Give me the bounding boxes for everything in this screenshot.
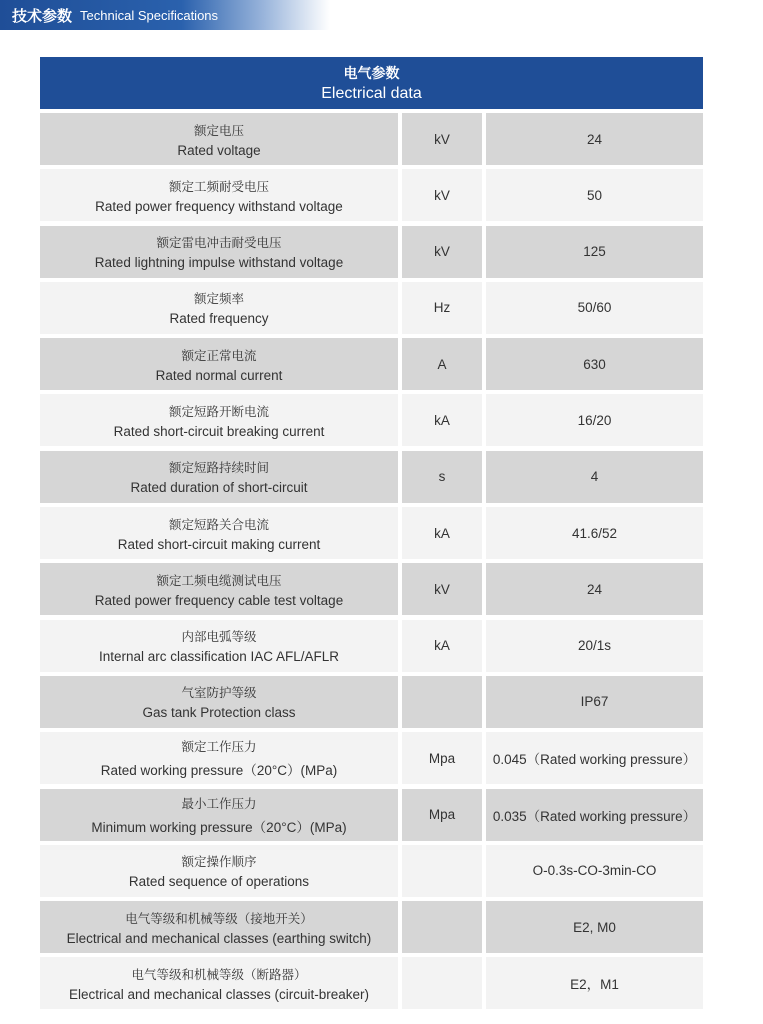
unit-cell: kA <box>402 507 482 559</box>
parameter-cell <box>40 957 398 1009</box>
unit-cell: kA <box>402 620 482 672</box>
parameter-name-zh: 电气等级和机械等级（接地开关） <box>125 910 313 926</box>
table-row <box>40 789 703 841</box>
parameter-name-en: Electrical and mechanical classes (earthing switch) <box>66 930 372 946</box>
parameter-cell <box>40 620 398 672</box>
value-cell: O-0.3s-CO-3min-CO <box>486 845 703 897</box>
parameter-name-zh: 额定工频电缆测试电压 <box>156 572 282 588</box>
value-cell: 16/20 <box>486 394 703 446</box>
value-cell: 20/1s <box>486 620 703 672</box>
value-cell: 4 <box>486 451 703 503</box>
table-body <box>40 113 703 1009</box>
table-heading-en: Electrical data <box>321 85 422 102</box>
unit-cell: A <box>402 338 482 390</box>
parameter-cell <box>40 507 398 559</box>
value-cell: IP67 <box>486 676 703 728</box>
value-cell: 125 <box>486 226 703 278</box>
value-cell: 41.6/52 <box>486 507 703 559</box>
parameter-name-zh: 额定工频耐受电压 <box>168 178 269 194</box>
parameter-name-zh: 最小工作压力 <box>181 795 257 811</box>
parameter-name-en: Rated normal current <box>155 367 283 383</box>
parameter-name-en: Rated frequency <box>169 311 269 327</box>
table-row <box>40 394 703 446</box>
parameter-cell <box>40 676 398 728</box>
parameter-name-zh: 额定短路持续时间 <box>168 460 269 476</box>
unit-cell: kA <box>402 394 482 446</box>
unit-cell <box>402 676 482 728</box>
parameter-cell <box>40 282 398 334</box>
table-row <box>40 113 703 165</box>
table-row <box>40 226 703 278</box>
value-cell: 50 <box>486 169 703 221</box>
parameter-name-en: Minimum working pressure（20°C）(MPa) <box>91 819 347 835</box>
parameter-name-en: Rated duration of short-circuit <box>130 480 308 496</box>
unit-cell: Mpa <box>402 732 482 784</box>
parameter-cell <box>40 789 398 841</box>
value-cell: 24 <box>486 563 703 615</box>
table-row <box>40 338 703 390</box>
table-row <box>40 732 703 784</box>
unit-cell <box>402 845 482 897</box>
section-title-zh: 技术参数 <box>12 6 73 25</box>
table-row <box>40 957 703 1009</box>
parameter-name-en: Rated short-circuit breaking current <box>113 423 325 439</box>
table-row <box>40 282 703 334</box>
parameter-name-zh: 额定短路开断电流 <box>168 403 269 419</box>
table-row <box>40 676 703 728</box>
unit-cell: kV <box>402 113 482 165</box>
value-cell: 0.045（Rated working pressure） <box>486 732 703 784</box>
parameter-cell <box>40 338 398 390</box>
parameter-cell <box>40 169 398 221</box>
unit-cell: kV <box>402 226 482 278</box>
parameter-name-zh: 额定频率 <box>193 291 244 307</box>
table-row <box>40 901 703 953</box>
parameter-name-en: Gas tank Protection class <box>142 705 296 721</box>
value-cell: 0.035（Rated working pressure） <box>486 789 703 841</box>
unit-cell: Hz <box>402 282 482 334</box>
parameter-cell <box>40 732 398 784</box>
value-cell: 630 <box>486 338 703 390</box>
section-banner <box>0 0 330 30</box>
table-row <box>40 620 703 672</box>
parameter-name-zh: 内部电弧等级 <box>181 629 257 645</box>
table-row <box>40 507 703 559</box>
parameter-name-zh: 额定雷电冲击耐受电压 <box>156 235 282 251</box>
parameter-name-en: Rated power frequency withstand voltage <box>95 198 343 214</box>
parameter-cell <box>40 845 398 897</box>
parameter-name-zh: 额定工作压力 <box>181 739 257 755</box>
parameter-name-en: Electrical and mechanical classes (circuit-breaker) <box>68 986 370 1002</box>
table-header <box>40 57 703 113</box>
parameter-name-en: Rated short-circuit making current <box>117 536 321 552</box>
parameter-name-zh: 额定正常电流 <box>181 347 257 363</box>
parameter-name-en: Rated working pressure（20°C）(MPa) <box>100 763 338 779</box>
parameter-cell <box>40 394 398 446</box>
table-row <box>40 563 703 615</box>
table-heading-zh: 电气参数 <box>343 66 400 82</box>
unit-cell: kV <box>402 563 482 615</box>
parameter-name-en: Rated power frequency cable test voltage <box>94 592 344 608</box>
parameter-name-zh: 额定电压 <box>193 122 244 138</box>
parameter-name-zh: 气室防护等级 <box>181 685 257 701</box>
value-cell: E2, M0 <box>486 901 703 953</box>
parameter-name-zh: 额定操作顺序 <box>181 854 257 870</box>
parameter-name-zh: 额定短路关合电流 <box>168 516 269 532</box>
table-row <box>40 845 703 897</box>
table-row <box>40 169 703 221</box>
parameter-name-en: Rated voltage <box>177 142 261 158</box>
value-cell: E2，M1 <box>486 957 703 1009</box>
table-row <box>40 451 703 503</box>
value-cell: 50/60 <box>486 282 703 334</box>
parameter-name-zh: 电气等级和机械等级（断路器） <box>131 966 307 982</box>
unit-cell <box>402 957 482 1009</box>
parameter-cell <box>40 226 398 278</box>
section-title-en: Technical Specifications <box>80 7 219 23</box>
unit-cell: kV <box>402 169 482 221</box>
spec-table <box>40 57 703 1014</box>
unit-cell <box>402 901 482 953</box>
value-cell: 24 <box>486 113 703 165</box>
parameter-name-en: Rated sequence of operations <box>128 874 310 890</box>
parameter-cell <box>40 901 398 953</box>
parameter-cell <box>40 451 398 503</box>
parameter-name-en: Rated lightning impulse withstand voltage <box>94 255 344 271</box>
parameter-cell <box>40 563 398 615</box>
parameter-name-en: Internal arc classification IAC AFL/AFLR <box>98 649 340 665</box>
unit-cell: Mpa <box>402 789 482 841</box>
unit-cell: s <box>402 451 482 503</box>
parameter-cell <box>40 113 398 165</box>
